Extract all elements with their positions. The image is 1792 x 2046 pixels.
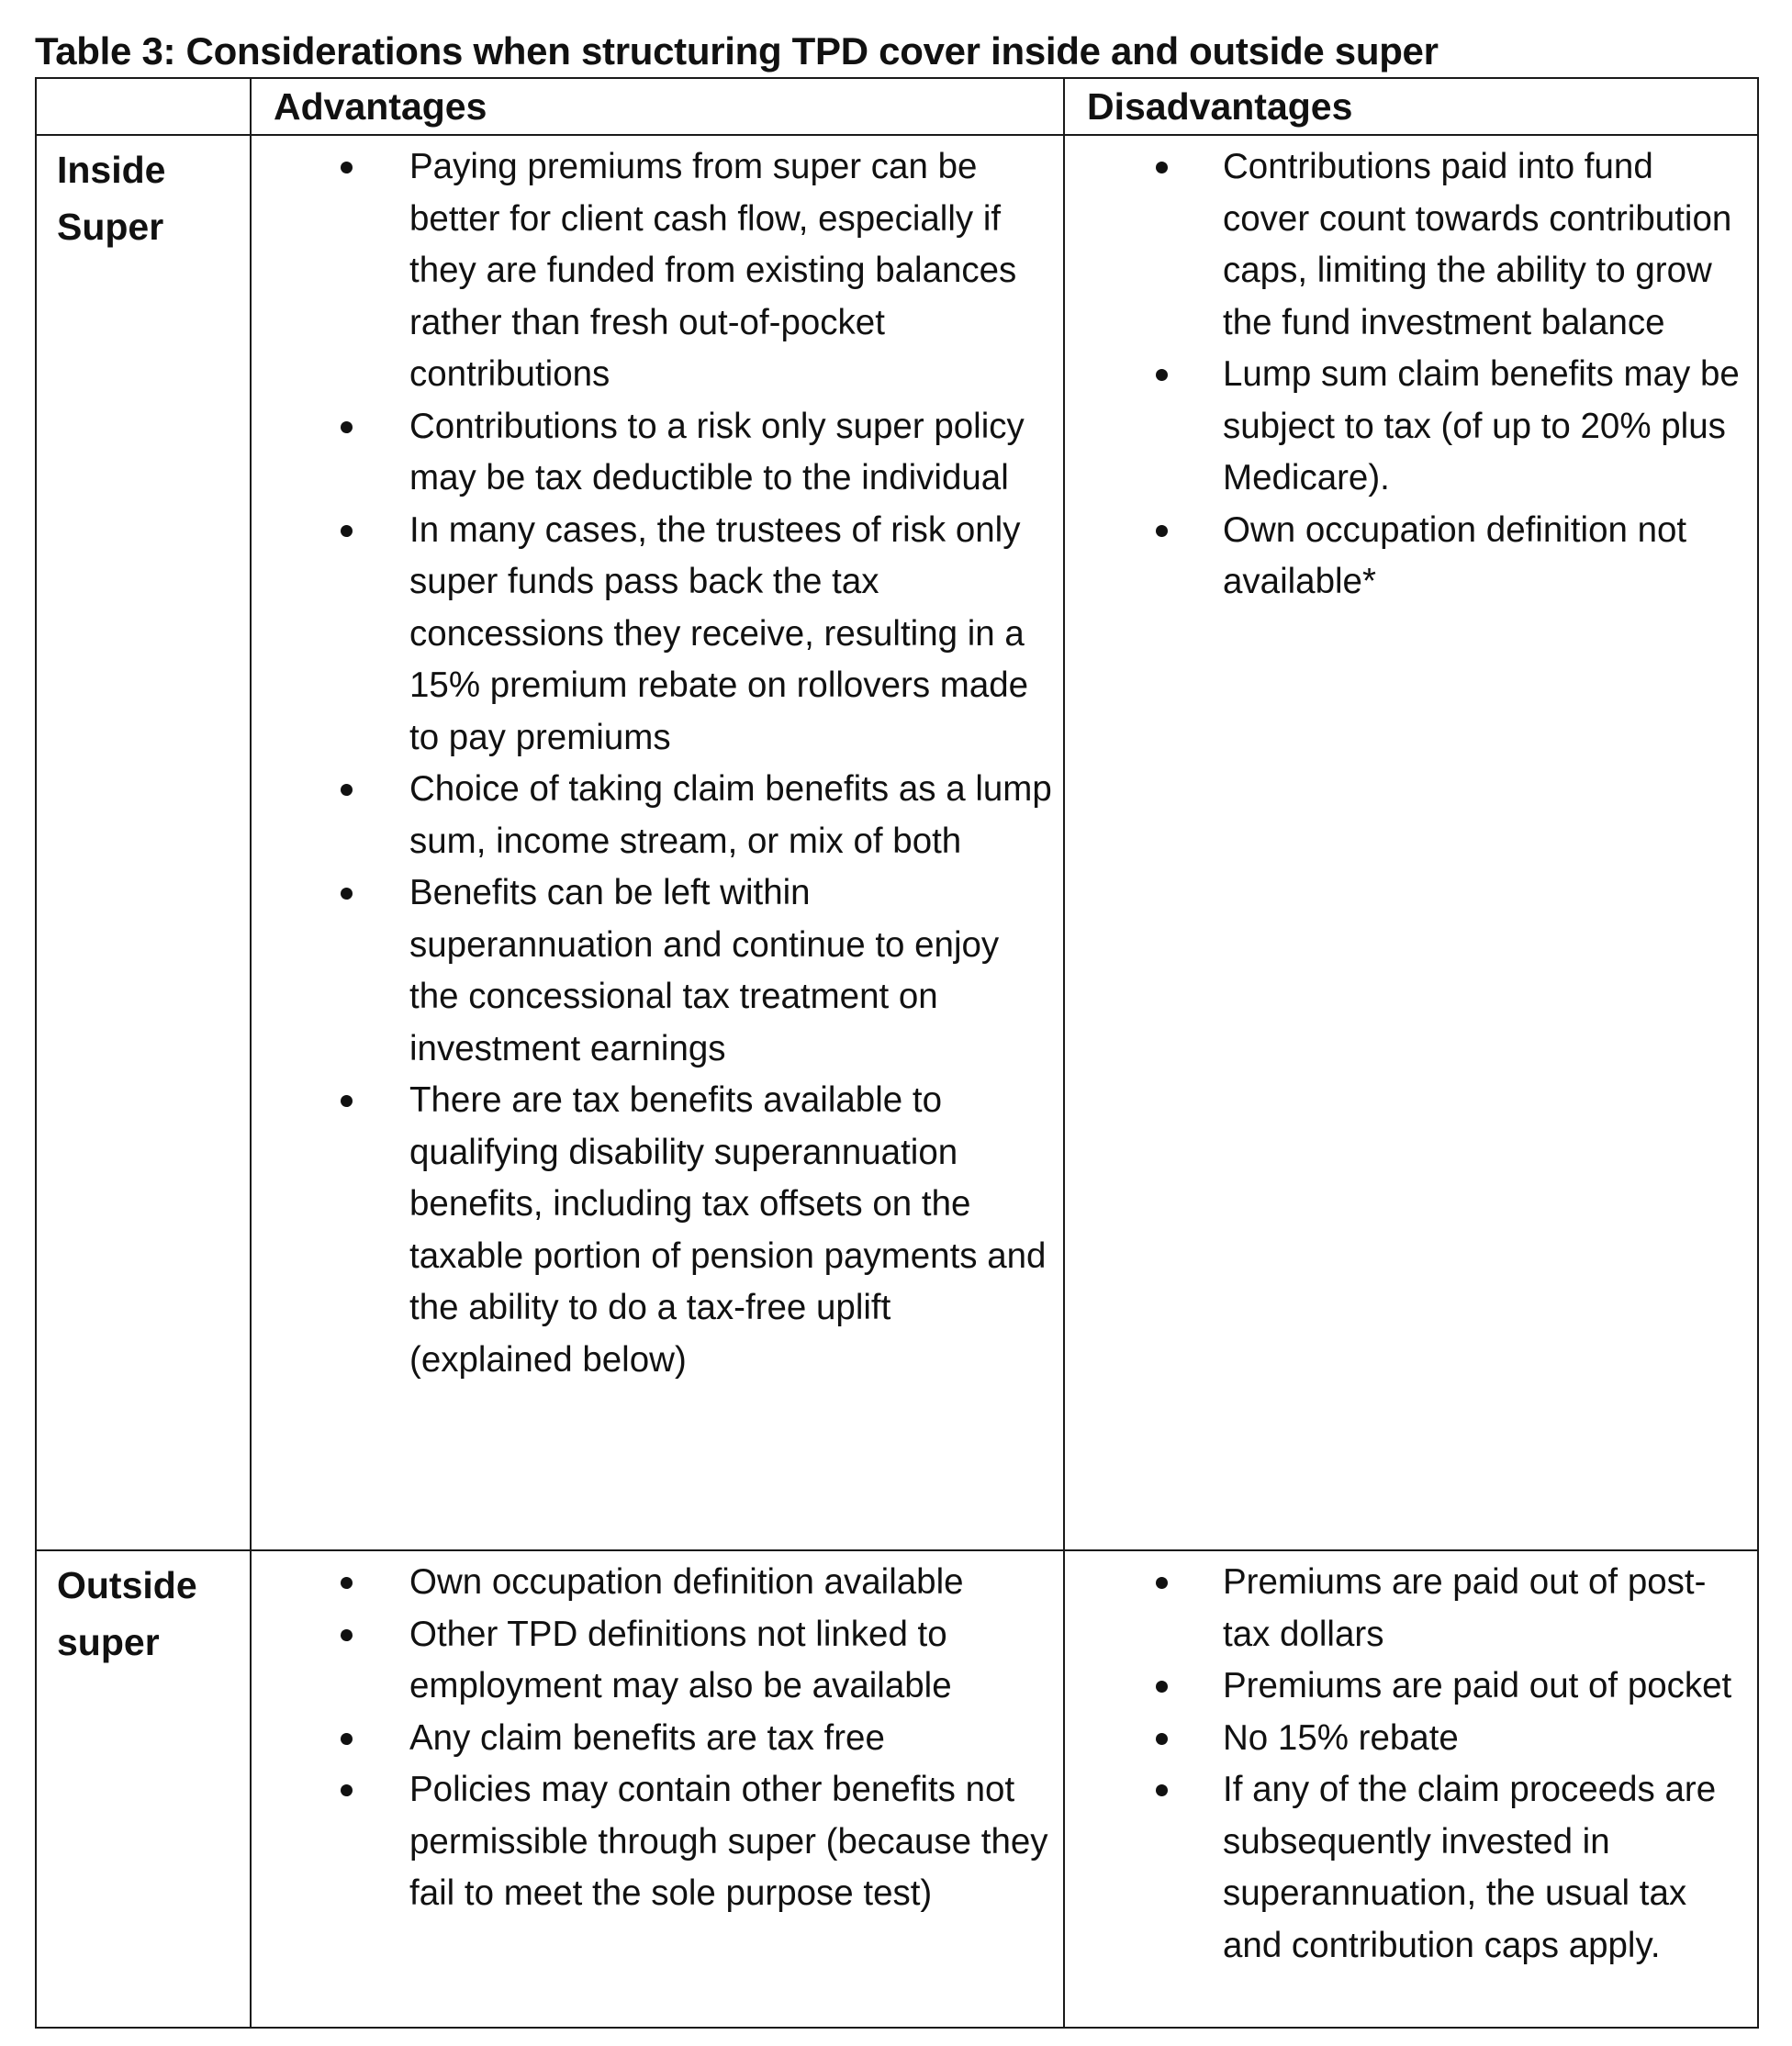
list-item-text: If any of the claim proceeds are subsequently invested in superannuation, the usual tax and contribution caps apply. — [1223, 1770, 1717, 1965]
row-label-line: Inside — [57, 149, 166, 191]
inside-advantages-list — [252, 136, 1063, 1386]
list-item-text: Choice of taking claim benefits as a lump sum, income stream, or mix of both — [409, 769, 1052, 861]
bullet-icon — [341, 888, 353, 900]
list-item-text: Premiums are paid out of post-tax dollars — [1223, 1562, 1707, 1654]
list-item — [252, 1557, 1052, 1609]
row-label-line: Super — [57, 206, 164, 248]
list-item — [252, 141, 1052, 401]
list-item — [252, 764, 1052, 867]
document-page — [35, 26, 1757, 2029]
bullet-icon — [341, 1095, 353, 1107]
list-item — [252, 1713, 1052, 1765]
outside-advantages-cell — [251, 1550, 1064, 2028]
list-item — [252, 1764, 1052, 1920]
list-item — [252, 1609, 1052, 1713]
inside-disadvantages-cell — [1064, 135, 1758, 1550]
bullet-icon — [1156, 1681, 1168, 1693]
bullet-icon — [341, 525, 353, 537]
outside-advantages-list — [252, 1551, 1063, 1920]
bullet-icon — [341, 1733, 353, 1745]
list-item — [1065, 349, 1746, 505]
list-item — [252, 505, 1052, 765]
header-row — [36, 78, 1758, 135]
bullet-icon — [1156, 369, 1168, 381]
bullet-icon — [341, 1577, 353, 1589]
list-item-text: Policies may contain other benefits not permissible through super (because they fail to meet the sole purpose test) — [409, 1770, 1048, 1913]
list-item-text: Lump sum claim benefits may be subject to tax (of up to 20% plus Medicare). — [1223, 354, 1740, 498]
bullet-icon — [341, 162, 353, 173]
list-item-text: Any claim benefits are tax free — [409, 1717, 885, 1758]
bullet-icon — [341, 421, 353, 433]
bullet-icon — [341, 1784, 353, 1796]
table-title: Table 3: Considerations when structuring TPD cover inside and outside super — [35, 29, 1439, 73]
list-item-text: Paying premiums from super can be better for client cash flow, especially if they are funded from existing balances rather than fresh out-of-pocket contributions — [409, 147, 1017, 394]
list-item-text: Own occupation definition not available* — [1223, 509, 1687, 601]
list-item — [252, 867, 1052, 1075]
header-blank-cell — [36, 78, 251, 135]
outside-disadvantages-cell — [1064, 1550, 1758, 2028]
list-item — [252, 401, 1052, 505]
inside-advantages-cell — [251, 135, 1064, 1550]
list-item — [1065, 141, 1746, 349]
list-item-text: Other TPD definitions not linked to employment may also be available — [409, 1614, 952, 1705]
list-item — [1065, 1557, 1746, 1660]
header-disadvantages: Disadvantages — [1064, 78, 1758, 135]
bullet-icon — [1156, 1733, 1168, 1745]
bullet-icon — [1156, 1577, 1168, 1589]
list-item-text: Own occupation definition available — [409, 1562, 964, 1602]
list-item — [1065, 1713, 1746, 1765]
list-item — [1065, 505, 1746, 609]
bullet-icon — [341, 1629, 353, 1641]
bullet-icon — [1156, 525, 1168, 537]
list-item-text: Contributions to a risk only super policy may be tax deductible to the individual — [409, 406, 1025, 498]
row-inside-super — [36, 135, 1758, 1550]
bullet-icon — [1156, 1784, 1168, 1796]
list-item — [1065, 1660, 1746, 1713]
list-item — [252, 1075, 1052, 1386]
list-item-text: No 15% rebate — [1223, 1717, 1459, 1758]
list-item-text: In many cases, the trustees of risk only super funds pass back the tax concessions they receive, resulting in a 15% premium rebate on rollovers made to pay premiums — [409, 509, 1029, 757]
inside-disadvantages-list — [1065, 136, 1757, 609]
row-label-line: Outside — [57, 1564, 197, 1606]
row-label-inside-super — [36, 135, 251, 1550]
list-item-text: There are tax benefits available to qualifying disability superannuation benefits, including tax offsets on the taxable portion of pension payments and the ability to do a tax-free uplift (explained below) — [409, 1080, 1047, 1380]
header-advantages: Advantages — [251, 78, 1064, 135]
row-outside-super — [36, 1550, 1758, 2028]
row-label-line: super — [57, 1621, 160, 1663]
list-item-text: Contributions paid into fund cover count towards contribution caps, limiting the ability to grow the fund investment balance — [1223, 147, 1732, 342]
bullet-icon — [1156, 162, 1168, 173]
list-item-text: Benefits can be left within superannuation and continue to enjoy the concessional tax treatment on investment earnings — [409, 873, 1000, 1068]
list-item — [1065, 1764, 1746, 1972]
bullet-icon — [341, 784, 353, 796]
considerations-table — [35, 77, 1759, 2029]
row-label-outside-super — [36, 1550, 251, 2028]
list-item-text: Premiums are paid out of pocket — [1223, 1666, 1732, 1705]
outside-disadvantages-list — [1065, 1551, 1757, 1972]
